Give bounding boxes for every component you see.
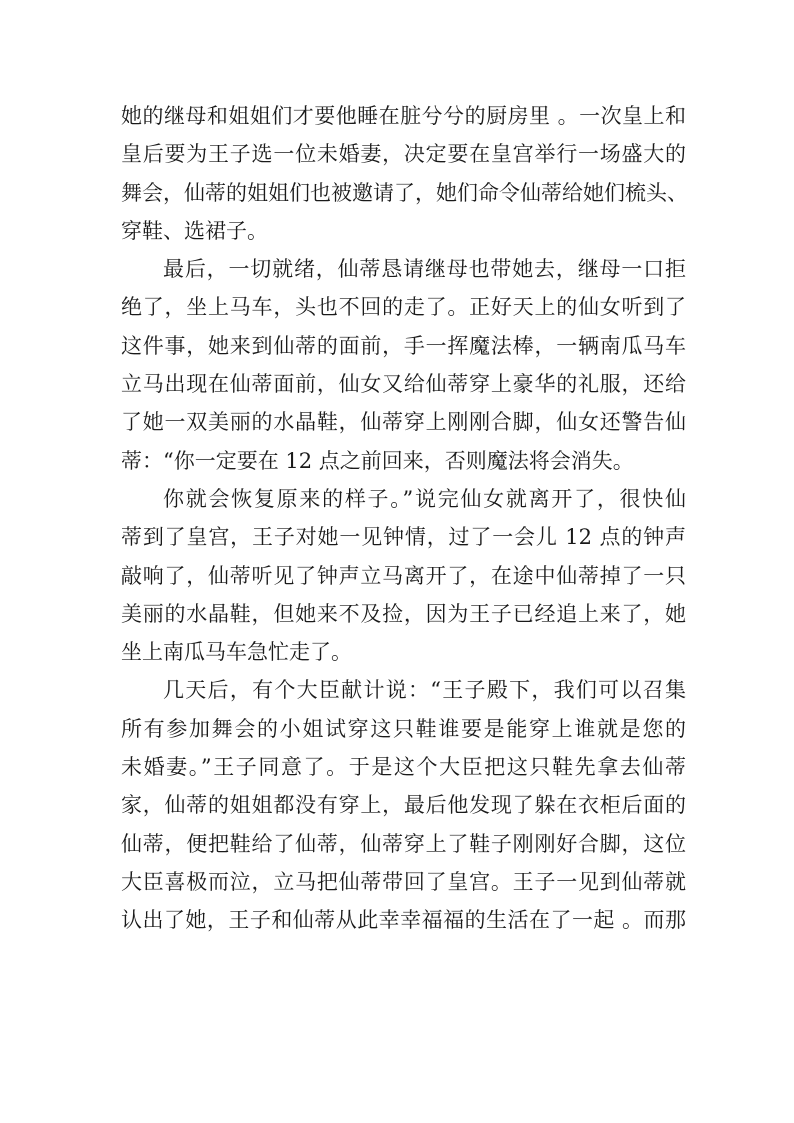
text-line: 敲响了，仙蒂听见了钟声立马离开了，在途中仙蒂掉了一只 [121,563,686,588]
text-line: 蒂：“你一定要在 12 点之前回来，否则魔法将会消失。 [121,448,634,473]
text-line: 几天后，有个大臣献计说：“王子殿下，我们可以召集 [163,678,686,703]
text-line: 立马出现在仙蒂面前，仙女又给仙蒂穿上豪华的礼服，还给 [121,372,686,397]
text-line: 最后，一切就绪，仙蒂恳请继母也带她去，继母一口拒 [163,257,686,282]
body-text [121,97,686,940]
text-line: 了她一双美丽的水晶鞋，仙蒂穿上刚刚合脚，仙女还警告仙 [121,410,686,435]
text-line: 认出了她，王子和仙蒂从此幸幸福福的生活在了一起 。而那 [121,908,686,933]
text-line: 皇后要为王子选一位未婚妻，决定要在皇宫举行一场盛大的 [121,142,686,167]
text-line: 你就会恢复原来的样子。”说完仙女就离开了，很快仙 [163,486,686,511]
text-line: 穿鞋、选裙子。 [121,218,268,243]
text-line: 绝了，坐上马车，头也不回的走了。正好天上的仙女听到了 [121,295,686,320]
text-line: 蒂到了皇宫，王子对她一见钟情，过了一会儿 12 点的钟声 [121,525,686,550]
text-line: 所有参加舞会的小姐试穿这只鞋谁要是能穿上谁就是您的 [121,716,686,741]
text-line: 仙蒂，便把鞋给了仙蒂，仙蒂穿上了鞋子刚刚好合脚，这位 [121,831,686,856]
text-line: 坐上南瓜马车急忙走了。 [121,640,352,665]
text-line: 大臣喜极而泣，立马把仙蒂带回了皇宫。王子一见到仙蒂就 [121,869,686,894]
text-line: 她的继母和姐姐们才要他睡在脏兮兮的厨房里 。一次皇上和 [121,104,686,128]
text-line: 未婚妻。”王子同意了。于是这个大臣把这只鞋先拿去仙蒂 [121,755,686,780]
text-line: 美丽的水晶鞋，但她来不及捡，因为王子已经追上来了，她 [121,601,686,626]
text-line: 舞会，仙蒂的姐姐们也被邀请了，她们命令仙蒂给她们梳头、 [121,180,688,205]
text-line: 家，仙蒂的姐姐都没有穿上，最后他发现了躲在衣柜后面的 [121,793,686,818]
text-line: 这件事，她来到仙蒂的面前，手一挥魔法棒，一辆南瓜马车 [121,333,686,358]
